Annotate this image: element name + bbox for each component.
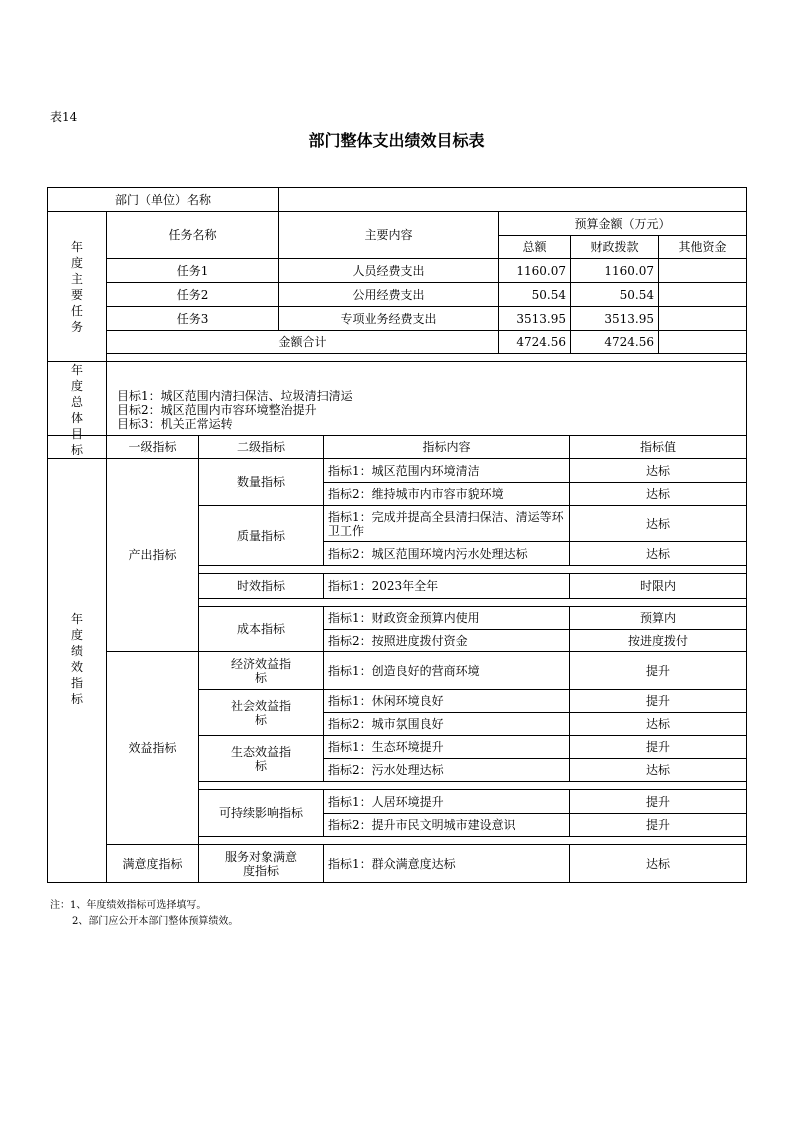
indicator-content: 指标1：人居环境提升	[324, 790, 570, 814]
footnote-line: 2、部门应公开本部门整体预算绩效。	[72, 916, 239, 927]
col-indicator-value: 指标值	[570, 436, 747, 459]
indicator-value: 提升	[570, 690, 747, 713]
indicator-value: 提升	[570, 736, 747, 759]
annual-tasks-label: 年度主要任务	[48, 212, 107, 362]
performance-indicators-label: 年度绩效指标	[48, 436, 107, 883]
indicator-value: 达标	[570, 506, 747, 542]
indicator-value: 预算内	[570, 607, 747, 630]
sustainable-indicator-label: 可持续影响指标	[199, 790, 324, 837]
task-content: 公用经费支出	[279, 283, 499, 307]
indicator-content: 指标2：城区范围环境内污水处理达标	[324, 542, 570, 566]
overall-goals-label: 年度总体目标	[48, 362, 107, 459]
indicator-value: 达标	[570, 713, 747, 736]
indicators-table	[47, 435, 747, 883]
indicator-value: 达标	[570, 759, 747, 782]
col-other: 其他资金	[659, 236, 747, 259]
task-content: 人员经费支出	[279, 259, 499, 283]
task-name: 任务3	[107, 307, 279, 331]
goal-line: 目标1：城区范围内清扫保洁、垃圾清扫清运	[117, 389, 353, 403]
ecological-indicator-label: 生态效益指标	[199, 736, 324, 782]
spacer-cell	[199, 782, 747, 790]
indicator-content: 指标1：生态环境提升	[324, 736, 570, 759]
indicator-value: 按进度拨付	[570, 630, 747, 652]
indicator-value: 达标	[570, 483, 747, 506]
indicator-content: 指标2：提升市民文明城市建设意识	[324, 814, 570, 837]
task-other	[659, 307, 747, 331]
indicator-content: 指标2：城市氛围良好	[324, 713, 570, 736]
indicator-content: 指标2：维持城市内市容市貌环境	[324, 483, 570, 506]
col-total: 总额	[499, 236, 571, 259]
task-other	[659, 259, 747, 283]
task-content: 专项业务经费支出	[279, 307, 499, 331]
indicator-value: 提升	[570, 814, 747, 837]
indicator-value: 提升	[570, 790, 747, 814]
economic-indicator-label: 经济效益指标	[199, 652, 324, 690]
goal-line: 目标3：机关正常运转	[117, 417, 233, 431]
indicator-content: 指标1：创造良好的营商环境	[324, 652, 570, 690]
task-name: 任务1	[107, 259, 279, 283]
col-level2: 二级指标	[199, 436, 324, 459]
indicator-content: 指标1：城区范围内环境清洁	[324, 459, 570, 483]
footnote-line: 注：1、年度绩效指标可选择填写。	[50, 900, 207, 911]
output-indicator-label: 产出指标	[107, 459, 199, 652]
sum-total: 4724.56	[499, 331, 571, 354]
goal-line: 目标2：城区范围内市容环境整治提升	[117, 403, 317, 417]
dept-name-label: 部门（单位）名称	[48, 188, 279, 212]
tasks-table	[47, 187, 747, 459]
indicator-value: 时限内	[570, 574, 747, 599]
quality-indicator-label: 质量指标	[199, 506, 324, 566]
spacer-cell	[199, 599, 747, 607]
satisfaction-indicator-label: 满意度指标	[107, 845, 199, 883]
indicator-content: 指标1：完成并提高全县清扫保洁、清运等环卫工作	[324, 506, 570, 542]
task-name: 任务2	[107, 283, 279, 307]
timeliness-indicator-label: 时效指标	[199, 574, 324, 599]
indicator-content: 指标2：按照进度拨付资金	[324, 630, 570, 652]
spacer-cell	[199, 566, 747, 574]
indicator-content: 指标1：群众满意度达标	[324, 845, 570, 883]
col-task-name: 任务名称	[107, 212, 279, 259]
table-row	[48, 845, 747, 883]
indicator-content: 指标1：财政资金预算内使用	[324, 607, 570, 630]
table-row	[48, 459, 747, 483]
sum-row	[48, 331, 747, 354]
col-fiscal: 财政拨款	[571, 236, 659, 259]
indicator-value: 达标	[570, 845, 747, 883]
task-fiscal: 3513.95	[571, 307, 659, 331]
indicator-value: 达标	[570, 542, 747, 566]
task-total: 3513.95	[499, 307, 571, 331]
table-row	[48, 652, 747, 690]
table-number-label: 表14	[50, 110, 78, 124]
sum-fiscal: 4724.56	[571, 331, 659, 354]
task-fiscal: 50.54	[571, 283, 659, 307]
col-level1: 一级指标	[107, 436, 199, 459]
dept-name-value	[279, 188, 747, 212]
benefit-indicator-label: 效益指标	[107, 652, 199, 845]
task-total: 1160.07	[499, 259, 571, 283]
sum-other	[659, 331, 747, 354]
task-other	[659, 283, 747, 307]
indicator-value: 达标	[570, 459, 747, 483]
quantity-indicator-label: 数量指标	[199, 459, 324, 506]
sum-label: 金额合计	[107, 331, 499, 354]
col-main-content: 主要内容	[279, 212, 499, 259]
indicator-content: 指标1：休闲环境良好	[324, 690, 570, 713]
cost-indicator-label: 成本指标	[199, 607, 324, 652]
indicator-content: 指标1：2023年全年	[324, 574, 570, 599]
indicator-value: 提升	[570, 652, 747, 690]
footnotes	[50, 898, 238, 930]
task-total: 50.54	[499, 283, 571, 307]
service-satisfaction-label: 服务对象满意度指标	[199, 845, 324, 883]
indicator-content: 指标2：污水处理达标	[324, 759, 570, 782]
task-fiscal: 1160.07	[571, 259, 659, 283]
table-row	[48, 283, 747, 307]
col-budget-amount: 预算金额（万元）	[499, 212, 747, 236]
social-indicator-label: 社会效益指标	[199, 690, 324, 736]
table-row	[48, 307, 747, 331]
page-title: 部门整体支出绩效目标表	[308, 131, 485, 150]
spacer-cell	[199, 837, 747, 845]
spacer-cell	[107, 354, 747, 362]
table-row	[48, 259, 747, 283]
col-indicator-content: 指标内容	[324, 436, 570, 459]
